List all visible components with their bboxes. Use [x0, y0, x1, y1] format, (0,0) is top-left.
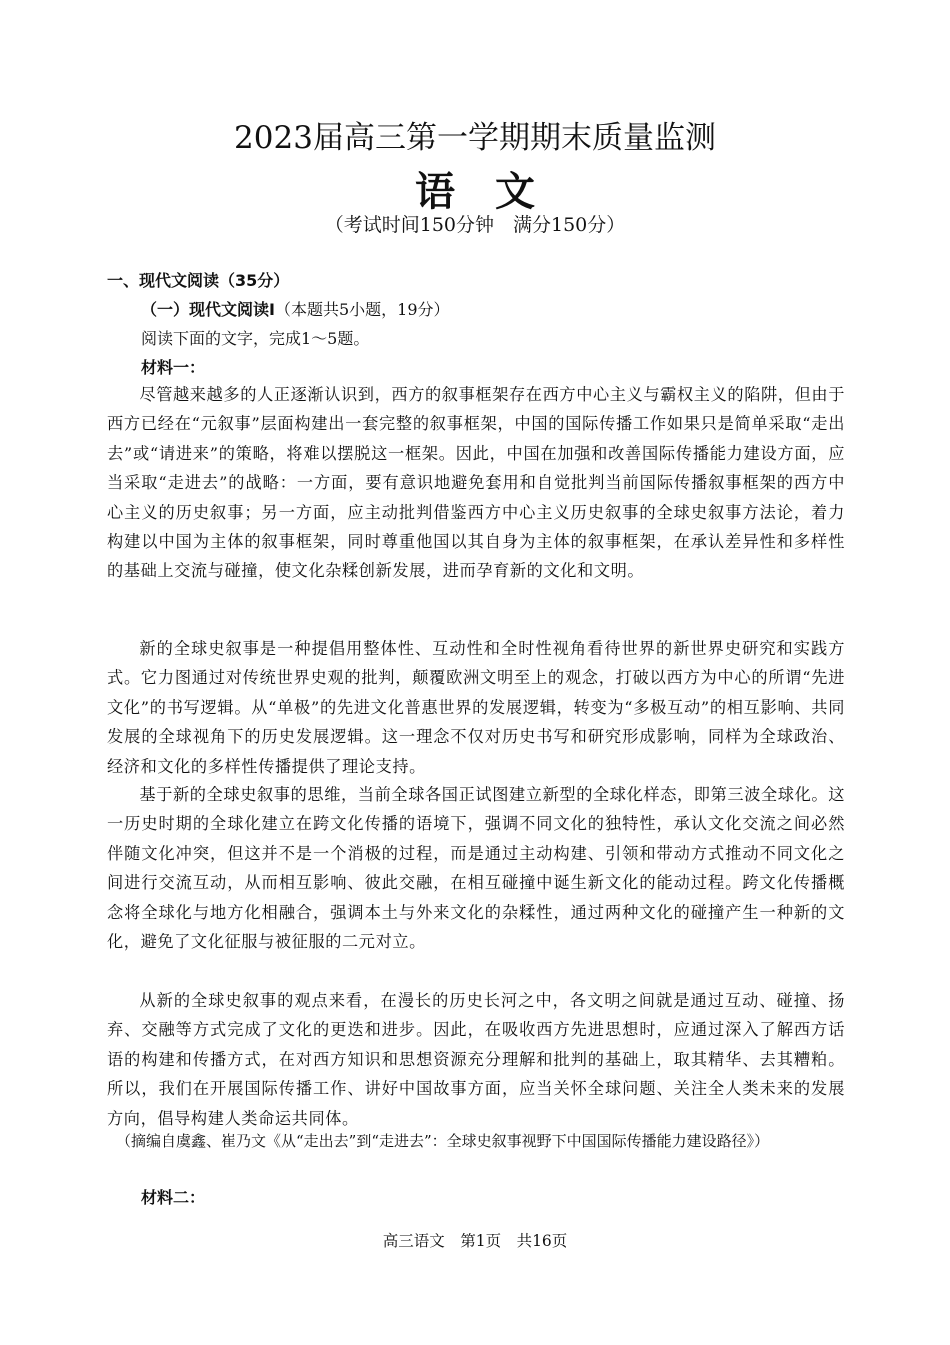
exam-info: （考试时间150分钟 满分150分）: [324, 214, 626, 236]
section-heading: 一、现代文阅读（35分）: [107, 271, 290, 290]
subject-title: 语文: [415, 169, 575, 215]
sub-heading-bold: （一）现代文阅读Ⅰ: [141, 300, 275, 319]
paragraph: 尽管越来越多的人正逐渐认识到，西方的叙事框架存在西方中心主义与霸权主义的陷阱，但由于西方已经在“元叙事”层面构建出一套完整的叙事框架，中国的国际传播工作如果只是简单采取“走出去”或“请进来”的策略，将难以摆脱这一框架。因此，中国在加强和改善国际传播能力建设方面，应当采取“走进去”的战略：一方面，要有意识地避免套用和自觉批判当前国际传播叙事框架的西方中心主义的历史叙事；另一方面，应主动批判借鉴西方中心主义历史叙事的全球史叙事方法论，着力构建以中国为主体的叙事框架，同时尊重他国以其自身为主体的叙事框架，在承认差异性和多样性的基础上交流与碰撞，使文化杂糅创新发展，进而孕育新的文化和文明。: [107, 385, 845, 581]
material-2-label: 材料二：: [141, 1188, 206, 1207]
material-1-label: 材料一：: [141, 358, 206, 377]
page-footer: 高三语文 第1页 共16页: [382, 1232, 568, 1250]
reading-instruction: 阅读下面的文字，完成1～5题。: [141, 329, 370, 348]
paragraph: 从新的全球史叙事的观点来看，在漫长的历史长河之中，各文明之间就是通过互动、碰撞、扬弃、交融等方式完成了文化的更迭和进步。因此，在吸收西方先进思想时，应通过深入了解西方话语的构建和传播方式，在对西方知识和思想资源充分理解和批判的基础上，取其精华、去其糟粕。所以，我们在开展国际传播工作、讲好中国故事方面，应当关怀全球问题、关注全人类未来的发展方向，倡导构建人类命运共同体。: [107, 991, 845, 1128]
source-citation: （摘编自虞鑫、崔乃文《从“走出去”到“走进去”：全球史叙事视野下中国国际传播能力建设路径》）: [116, 1132, 770, 1150]
paragraph: 基于新的全球史叙事的思维，当前全球各国正试图建立新型的全球化样态，即第三波全球化。这一历史时期的全球化建立在跨文化传播的语境下，强调不同文化的独特性，承认文化交流之间必然伴随文化冲突，但这并不是一个消极的过程，而是通过主动构建、引领和带动方式推动不同文化之间进行交流互动，从而相互影响、彼此交融，在相互碰撞中诞生新文化的能动过程。跨文化传播概念将全球化与地方化相融合，强调本土与外来文化的杂糅性，通过两种文化的碰撞产生一种新的文化，避免了文化征服与被征服的二元对立。: [107, 785, 845, 952]
sub-section-heading: [141, 297, 450, 320]
paragraph: 新的全球史叙事是一种提倡用整体性、互动性和全时性视角看待世界的新世界史研究和实践方式。它力图通过对传统世界史观的批判，颠覆欧洲文明至上的观念，打破以西方为中心的所谓“先进文化”的书写逻辑。从“单极”的先进文化普惠世界的发展逻辑，转变为“多极互动”的相互影响、共同发展的全球视角下的历史发展逻辑。这一理念不仅对历史书写和研究形成影响，同样为全球政治、经济和文化的多样性传播提供了理论支持。: [107, 639, 845, 776]
exam-title: 2023届高三第一学期期末质量监测: [234, 120, 716, 156]
sub-heading-rest: （本题共5小题，19分）: [274, 300, 450, 319]
